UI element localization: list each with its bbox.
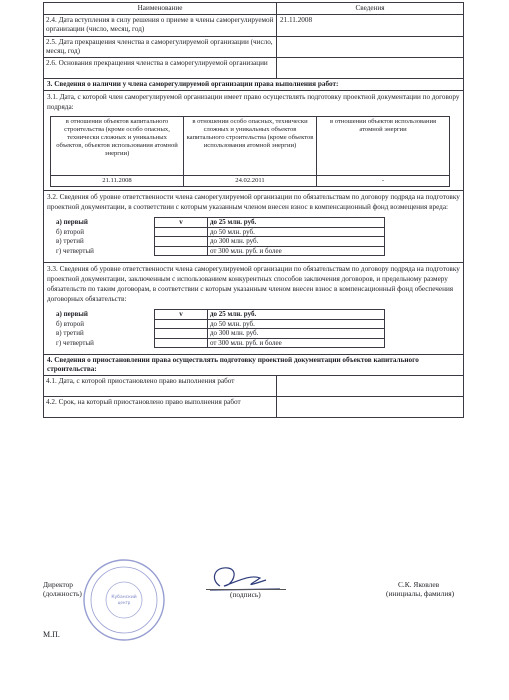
- level-mark: [155, 338, 208, 348]
- level-mark: [155, 319, 208, 329]
- svg-text:Кубанский: Кубанский: [111, 595, 137, 600]
- level-label: б) второй: [56, 319, 84, 328]
- signer-name-caption: (инициалы, фамилия): [386, 589, 455, 598]
- row-label: 2.5. Дата прекращения членства в саморегулируемой организации (число, месяц, год): [44, 37, 277, 57]
- rights-col1-header: в отношении объектов капитального строительства (кроме особо опасных, технически сложных и уникальных объектов, объектов использования атомной энергии): [51, 117, 184, 176]
- level-row: [54, 338, 385, 348]
- header-info: Сведения: [355, 4, 385, 12]
- section32-text: 3.2. Сведения об уровне ответственности члена саморегулируемой организации по обязательствам по договору подряда на подготовку проектной документации, в соответствии с которым указанным членом внесен взнос в компенсационный фонд возмещения вреда:: [47, 193, 460, 211]
- level-amount: от 300 млн. руб. и более: [208, 246, 385, 256]
- header-name: Наименование: [44, 3, 277, 14]
- level-row: [54, 246, 385, 256]
- level-mark: v: [155, 218, 208, 228]
- row-value: [277, 37, 463, 57]
- svg-text:центр: центр: [117, 600, 131, 605]
- section32-cell: [44, 191, 463, 262]
- level-amount: до 25 млн. руб.: [208, 310, 385, 320]
- rights-dates-table: [50, 116, 450, 187]
- level-amount: до 300 млн. руб.: [208, 329, 385, 339]
- liability-levels-32: [54, 217, 385, 256]
- table-row: [44, 58, 463, 79]
- table-row: [44, 376, 463, 397]
- rights-col3-value: -: [317, 176, 450, 187]
- signer-name: С.К. Яковлев: [398, 580, 440, 589]
- level-label: в) третий: [56, 329, 84, 337]
- level-mark: v: [155, 310, 208, 320]
- row-label: 4.2. Срок, на который приостановлено право выполнения работ: [44, 397, 277, 417]
- level-label: а) первый: [56, 218, 88, 226]
- level-row: [54, 218, 385, 228]
- level-amount: от 300 млн. руб. и более: [208, 338, 385, 348]
- signer-role-caption: (должность): [43, 589, 82, 598]
- level-mark: [155, 329, 208, 339]
- level-mark: [155, 237, 208, 247]
- level-mark: [155, 227, 208, 237]
- section4-title-row: [44, 355, 463, 376]
- table-row: [44, 15, 463, 37]
- level-amount: до 25 млн. руб.: [208, 218, 385, 228]
- row-value: 21.11.2008: [280, 16, 313, 24]
- section31-row: [44, 91, 463, 191]
- signer-role: Директор: [43, 580, 73, 589]
- level-label: г) четвертый: [56, 246, 94, 255]
- level-row: [54, 227, 385, 237]
- section31-cell: [44, 91, 463, 190]
- stamp-seal-icon: [82, 558, 166, 642]
- level-label: в) третий: [56, 237, 84, 245]
- section31-text: 3.1. Дата, с которой член саморегулируемой организации имеет право осуществлять подготовку проектной документации по договору подряда:: [47, 93, 460, 111]
- registry-table: [43, 2, 464, 418]
- section4-title: 4. Сведения о приостановлении права осуществлять подготовку проектной документации объектов капитального строительства:: [47, 356, 419, 373]
- level-label: а) первый: [56, 310, 88, 318]
- row-value: [277, 397, 463, 417]
- rights-col2-value: 24.02.2011: [184, 176, 317, 187]
- seal-place-mark: М.П.: [43, 630, 60, 639]
- organization-stamp: [82, 558, 166, 642]
- rights-col3-header: в отношении объектов использования атомной энергии: [317, 117, 450, 176]
- table-row: [44, 37, 463, 58]
- row-label: 2.4. Дата вступления в силу решения о приеме в члены саморегулируемой организации (число, месяц, год): [44, 15, 277, 36]
- table-header: [44, 3, 463, 15]
- level-amount: до 50 млн. руб.: [208, 227, 385, 237]
- level-amount: до 50 млн. руб.: [208, 319, 385, 329]
- table-row: [44, 397, 463, 417]
- section33-text: 3.3. Сведения об уровне ответственности члена саморегулируемой организации по обязательствам по договору подряда на подготовку проектной документации, заключенным с использованием конкурентных способов заключения договоров, и предельному размеру обязательств по таким договорам, в соответствии с которым указанным членом внесен взнос в компенсационный фонд обеспечения договорных обязательств:: [47, 265, 460, 303]
- row-value: [277, 58, 463, 78]
- level-amount: до 300 млн. руб.: [208, 237, 385, 247]
- level-row: [54, 310, 385, 320]
- rights-col2-header: в отношении особо опасных, технически сложных и уникальных объектов капитального строительства (кроме объектов использования атомной энергии): [184, 117, 317, 176]
- section3-title: 3. Сведения о наличии у члена саморегулируемой организации права выполнения работ:: [47, 80, 339, 88]
- rights-col1-value: 21.11.2008: [51, 176, 184, 187]
- level-label: б) второй: [56, 227, 84, 236]
- section33-row: [44, 263, 463, 355]
- liability-levels-33: [54, 309, 385, 348]
- section32-row: [44, 191, 463, 263]
- level-label: г) четвертый: [56, 338, 94, 347]
- row-value: [277, 376, 463, 396]
- level-row: [54, 237, 385, 247]
- section3-title-row: [44, 79, 463, 91]
- row-label: 2.6. Основания прекращения членства в саморегулируемой организации: [44, 58, 277, 78]
- row-label: 4.1. Дата, с которой приостановлено право выполнения работ: [44, 376, 277, 396]
- level-row: [54, 319, 385, 329]
- level-mark: [155, 246, 208, 256]
- section33-cell: [44, 263, 463, 354]
- signature-caption: (подпись): [230, 590, 261, 599]
- level-row: [54, 329, 385, 339]
